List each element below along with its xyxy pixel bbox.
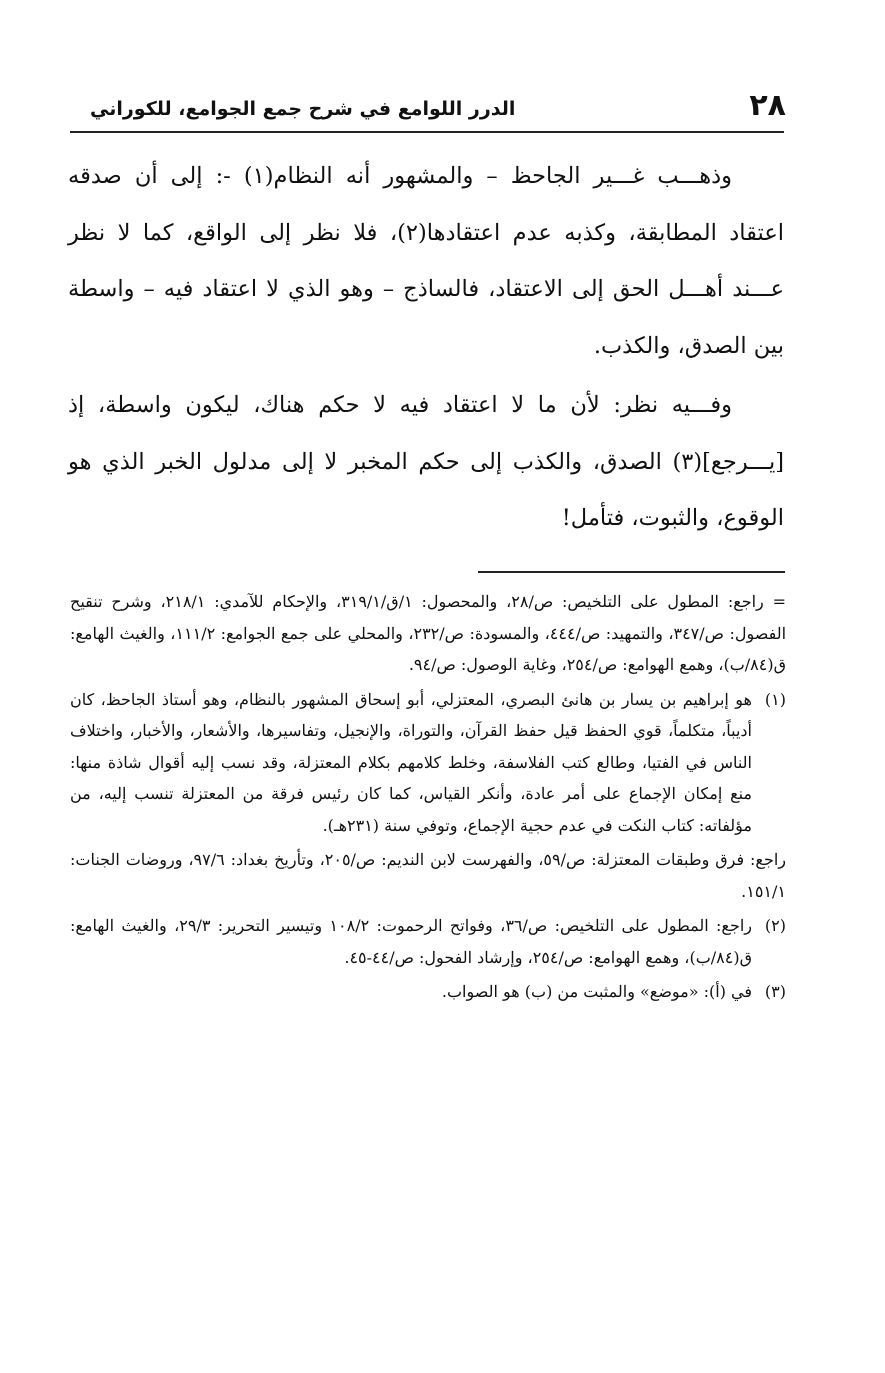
paragraph-2: وفـــيه نظر: لأن ما لا اعتقاد فيه لا حكم هناك، ليكون واسطة، إذ [يـــرجع](٣) الصدق، والكذب إلى حكم المخبر لا إلى مدلول الخبر الذي هو الوقوع، والثبوت، فتأمل! xyxy=(68,392,784,531)
page-number: ٢٨ xyxy=(749,88,786,123)
footnote-1 xyxy=(70,684,786,842)
footnote-continued: = راجع: المطول على التلخيص: ص/٢٨، والمحصول: ١/ق/٣١٩/١، والإحكام للآمدي: ٢١٨/١، وشرح تنقيح الفصول: ص/٣٤٧، والتمهيد: ص/٤٤٤، والمسودة: ص/٢٣٢، والمحلي على جمع الجوامع: ١١١/٢، والغيث الهامع: ق(٨٤/ب)، وهمع الهوامع: ص/٢٥٤، وغاية الوصول: ص/٩٤. xyxy=(70,592,787,674)
footnote-2-text: راجع: المطول على التلخيص: ص/٣٦، وفواتح الرحموت: ١٠٨/٢ وتيسير التحرير: ٢٩/٣، والغيث الهامع: ق(٨٤/ب)، وهمع الهوامع: ص/٢٥٤، وإرشاد الفحول: ص/٤٤-٤٥. xyxy=(70,916,753,967)
footnote-2 xyxy=(70,910,786,973)
footnote-3-marker: (٣) xyxy=(764,982,786,1001)
footnotes xyxy=(70,586,786,1008)
footnote-2-marker: (٢) xyxy=(764,916,787,935)
footnote-1-marker: (١) xyxy=(764,689,786,709)
footnote-3 xyxy=(70,976,786,1008)
footnote-1-text: هو إبراهيم بن يسار بن هانئ البصري، المعتزلي، أبو إسحاق المشهور بالنظام، وهو أستاذ الجاحظ، كان أديباً، متكلماً، قوي الحفظ قيل حفظ القرآن، والتوراة، والإنجيل، وتفاسيرها، والأشعار، والأخبار، واختلاف الناس في الفتيا، وطالع كتب الفلاسفة، وخلط كلامهم بكلام المعتزلة، وقد نسب إليه أقوال شاذة منها: منع إمكان الإجماع على أمر عادة، وأنكر القياس، كما كان رئيس فرقة من المعتزلة تنسب إليه، من مؤلفاته: كتاب النكت في عدم حجية الإجماع، وتوفي سنة (٢٣١هـ). xyxy=(70,689,752,835)
paragraph-1: وذهـــب غـــير الجاحظ – والمشهور أنه النظام(١) -: إلى أن صدقه اعتقاد المطابقة، وكذبه عدم اعتقادها(٢)، فلا نظر إلى الواقع، كما لا نظر عـــند أهـــل الحق إلى الاعتقاد، فالساذج – وهو الذي لا اعتقاد فيه – واسطة بين الصدق، والكذب. xyxy=(68,163,785,359)
footnote-1-references: راجع: فرق وطبقات المعتزلة: ص/٥٩، والفهرست لابن النديم: ص/٢٠٥، وتأريخ بغداد: ٩٧/٦، وروضات الجنات: ١٥١/١. xyxy=(70,850,787,901)
main-text xyxy=(68,148,784,547)
book-title: الدرر اللوامع في شرح جمع الجوامع، للكوراني xyxy=(90,98,516,120)
footnote-3-text: في (أ): «موضع» والمثبت من (ب) هو الصواب. xyxy=(441,982,752,1001)
running-head xyxy=(70,88,786,128)
footnote-separator xyxy=(478,571,785,573)
header-rule xyxy=(70,131,784,133)
